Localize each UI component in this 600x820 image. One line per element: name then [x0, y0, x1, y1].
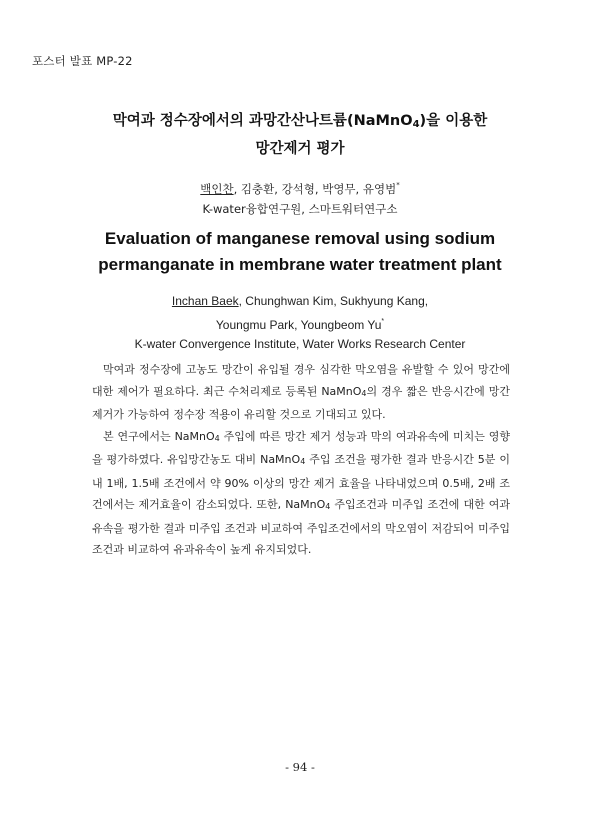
korean-other-authors: , 김충환, 강석형, 박영무, 유영범: [233, 182, 397, 196]
abstract-p2-subscript-1: 4: [214, 433, 220, 443]
english-author-list-line2: [0, 312, 600, 336]
korean-title-line2: 망간제거 평가: [255, 141, 345, 157]
abstract-p2-text-a: 본 연구에서는 NaMnO: [103, 429, 215, 443]
english-other-authors-line1: , Chunghwan Kim, Sukhyung Kang,: [238, 294, 429, 308]
abstract-p1-subscript: 4: [361, 388, 367, 398]
abstract-p1-text-a: 막여과 정수장에 고농도 망간이 유입될 경우 심각한 막오염을 유발할 수 있어 망간에 대한 제어가 필요하다. 최근 수처리제로 등록된 NaMnO: [92, 363, 510, 398]
english-title-line2: permanganate in membrane water treatment plant: [98, 255, 502, 274]
english-first-author: Inchan Baek: [171, 294, 239, 308]
korean-title-subscript: 4: [412, 119, 420, 130]
abstract-p2-text-b: 주입에 따른 망간 제거 성능과 막의 여과유속에 미치는 영향을 평가하였다. 유입망간농도 대비 NaMnO: [92, 429, 510, 466]
page-number: - 94 -: [285, 760, 315, 774]
abstract-paragraph-2: [92, 426, 510, 561]
abstract-p2-subscript-3: 4: [325, 502, 331, 511]
abstract-p2-text-d: 주입조건과 미주입 조건에 대한 여과유속을 평가한 결과 미주입 조건과 비교하여 주입조건에서의 막오염이 저감되어 미주입 조건과 비교하여 유과유속이 높게 유지되었다.: [92, 498, 510, 556]
korean-title-line1: [0, 109, 600, 137]
abstract-paragraph-1: [92, 359, 510, 426]
korean-corresponding-mark: *: [396, 181, 400, 189]
english-affiliation: K-water Convergence Institute, Water Works Research Center: [134, 337, 466, 351]
english-title-line1: Evaluation of manganese removal using sodium: [104, 229, 496, 248]
english-authors-block: [0, 292, 600, 355]
session-label: 포스터 발표 MP-22: [32, 54, 133, 68]
abstract-p2-text-c: 주입 조건을 평가한 결과 반응시간 5분 이내 1배, 1.5배 조건에서 약 90% 이상의 망간 제거 효율을 나타내었으며 0.5배, 2배 조건에서는 제거효율이 감소되었다. 또한, NaMnO: [92, 453, 510, 511]
korean-affiliation: K-water융합연구원, 스마트워터연구소: [202, 202, 398, 216]
abstract-body: [92, 359, 510, 561]
korean-author-list: [0, 175, 600, 199]
abstract-p2-subscript-2: 4: [300, 457, 306, 466]
korean-authors-block: [0, 175, 600, 219]
english-corresponding-mark: *: [381, 317, 385, 325]
korean-title-line1-part2: )을 이용한: [419, 113, 488, 129]
korean-title: [0, 109, 600, 161]
english-other-authors-line2: Youngmu Park, Youngbeom Yu: [215, 317, 382, 332]
korean-title-line1-part1: 막여과 정수장에서의 과망간산나트륨(NaMnO: [112, 113, 413, 129]
abstract-p1-text-b: 의 경우 짧은 반응시간에 망간 제거가 가능하여 정수장 적용이 유리할 것으로 기대되고 있다.: [92, 384, 510, 421]
english-title: [0, 226, 600, 278]
korean-first-author: 백인찬: [200, 182, 234, 196]
english-author-list-line1: [0, 292, 600, 312]
